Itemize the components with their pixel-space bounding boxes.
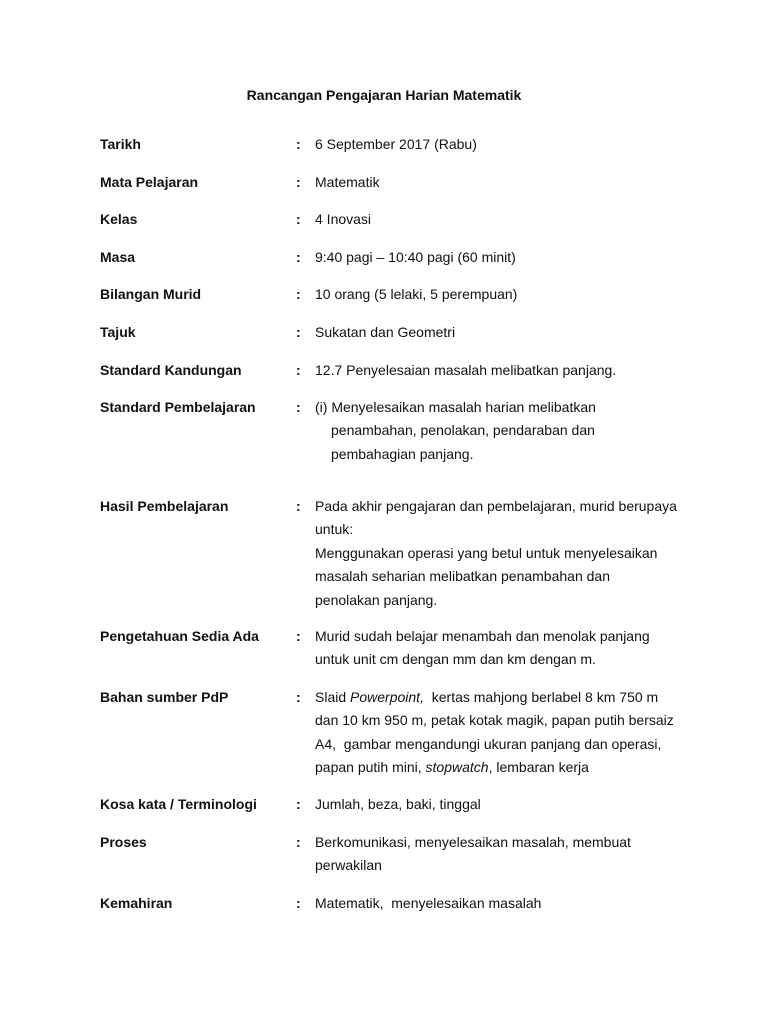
field-label: Kosa kata / Terminologi	[100, 796, 257, 812]
value-text: papan putih mini,	[315, 759, 426, 776]
value-text: , lembaran kerja	[488, 759, 589, 776]
field-colon: :	[296, 895, 301, 911]
field-colon: :	[296, 136, 301, 152]
field-colon: :	[296, 796, 301, 812]
value-text-italic: stopwatch	[425, 759, 489, 776]
value-line: masalah seharian melibatkan penambahan dan	[315, 568, 610, 585]
field-label: Standard Kandungan	[100, 362, 242, 378]
value-line: Berkomunikasi, menyelesaikan masalah, membuat	[315, 834, 631, 850]
field-colon: :	[296, 249, 301, 265]
field-value: Sukatan dan Geometri	[315, 324, 456, 340]
value-line: Murid sudah belajar menambah dan menolak panjang	[315, 628, 650, 644]
field-label: Pengetahuan Sedia Ada	[100, 628, 259, 644]
field-label: Bahan sumber PdP	[100, 689, 229, 705]
field-label: Tarikh	[100, 136, 141, 152]
field-label: Proses	[100, 834, 147, 850]
field-label: Masa	[100, 249, 136, 265]
value-line: untuk unit cm dengan mm dan km dengan m.	[315, 651, 596, 668]
field-label: Bilangan Murid	[100, 286, 202, 302]
field-value: Matematik	[315, 174, 380, 190]
value-line	[315, 756, 690, 779]
field-value	[315, 495, 690, 612]
field-value	[315, 625, 690, 672]
page-title: Rancangan Pengajaran Harian Matematik	[246, 87, 522, 103]
field-colon: :	[296, 362, 301, 378]
field-label: Kemahiran	[100, 895, 173, 911]
field-value	[315, 396, 690, 466]
field-value: Jumlah, beza, baki, tinggal	[315, 796, 481, 812]
value-line: perwakilan	[315, 857, 382, 874]
value-line: A4, gambar mengandungi ukuran panjang dan operasi,	[315, 735, 662, 752]
value-line	[315, 686, 690, 709]
value-line: pembahagian panjang.	[331, 445, 474, 462]
field-colon: :	[296, 689, 301, 705]
field-colon: :	[296, 174, 301, 190]
value-line: Pada akhir pengajaran dan pembelajaran, murid berupaya	[315, 498, 677, 514]
value-line: (i) Menyelesaikan masalah harian melibatkan	[315, 399, 596, 415]
field-colon: :	[296, 399, 301, 415]
value-text: Slaid	[315, 689, 351, 705]
field-colon: :	[296, 324, 301, 340]
field-label: Tajuk	[100, 324, 136, 340]
field-value	[315, 686, 690, 780]
value-line: penambahan, penolakan, pendaraban dan	[331, 422, 595, 439]
field-label: Mata Pelajaran	[100, 174, 199, 190]
value-line: penolakan panjang.	[315, 591, 438, 608]
field-value: 6 September 2017 (Rabu)	[315, 136, 477, 152]
field-colon: :	[296, 286, 301, 302]
value-line: Menggunakan operasi yang betul untuk menyelesaikan	[315, 544, 658, 561]
field-label: Hasil Pembelajaran	[100, 498, 229, 514]
field-value: 12.7 Penyelesaian masalah melibatkan panjang.	[315, 362, 617, 378]
field-value	[315, 831, 690, 878]
value-line: dan 10 km 950 m, petak kotak magik, papan putih bersaiz	[315, 712, 674, 729]
value-line: untuk:	[315, 521, 354, 538]
field-colon: :	[296, 498, 301, 514]
field-colon: :	[296, 628, 301, 644]
field-value: 9:40 pagi – 10:40 pagi (60 minit)	[315, 249, 516, 265]
field-value: 4 Inovasi	[315, 211, 372, 227]
field-colon: :	[296, 211, 301, 227]
field-value: Matematik, menyelesaikan masalah	[315, 895, 542, 911]
value-text-italic: Powerpoint,	[350, 689, 424, 705]
field-colon: :	[296, 834, 301, 850]
field-label: Standard Pembelajaran	[100, 399, 256, 415]
field-label: Kelas	[100, 211, 138, 227]
value-text: kertas mahjong berlabel 8 km 750 m	[423, 689, 659, 705]
field-value: 10 orang (5 lelaki, 5 perempuan)	[315, 286, 518, 302]
